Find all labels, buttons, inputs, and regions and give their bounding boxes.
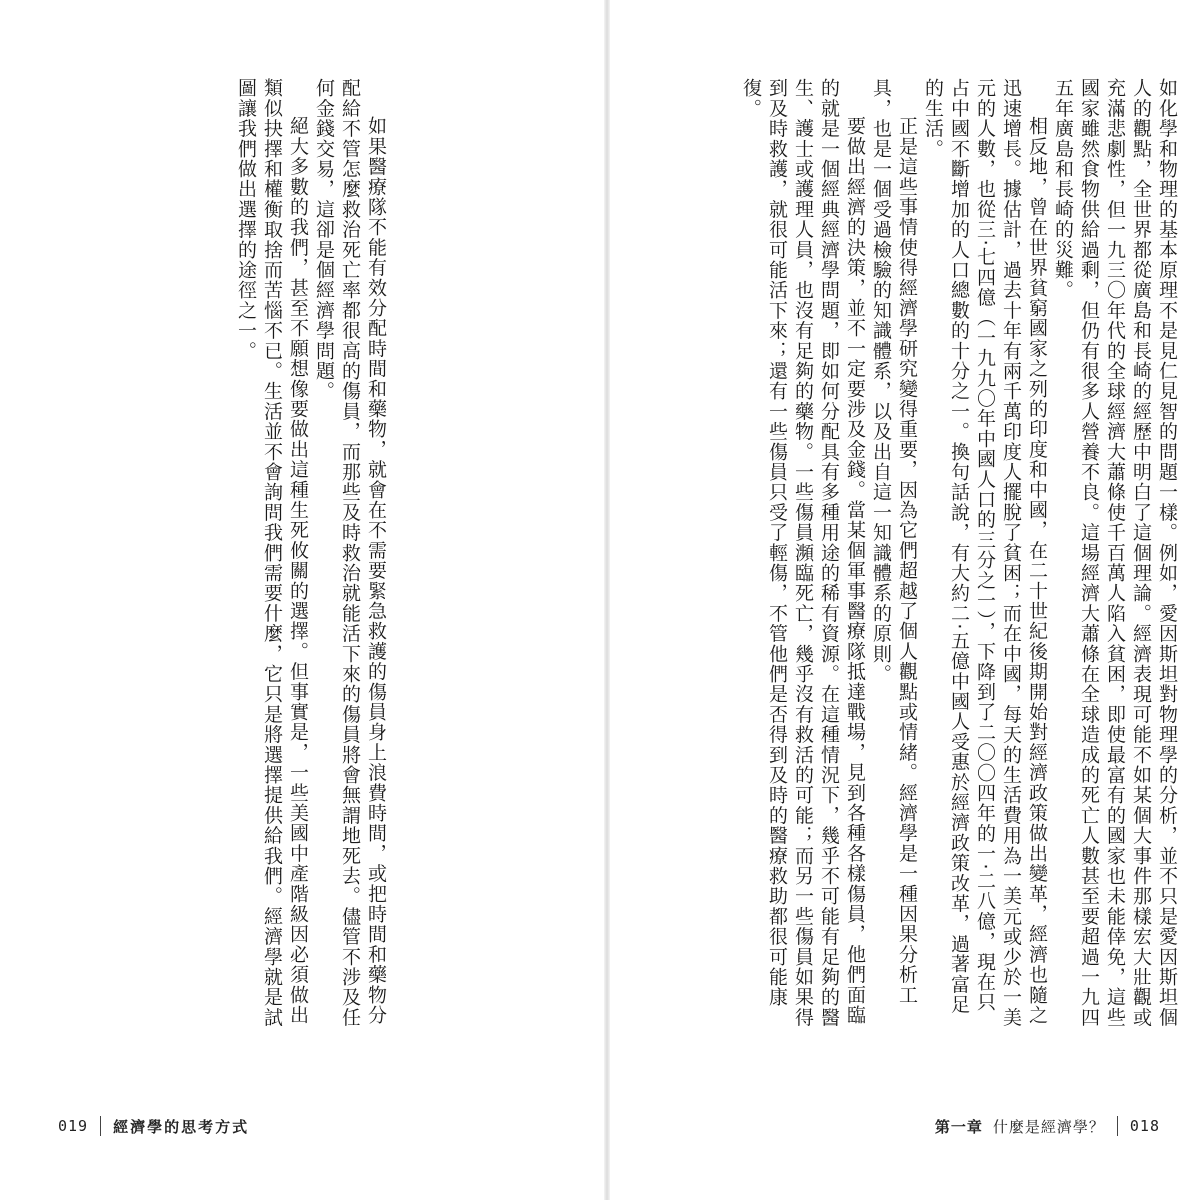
left-page-body (169, 78, 389, 1028)
chapter-title: 什麼是經濟學？ (992, 1117, 1105, 1136)
right-page (610, 0, 1200, 1200)
paragraph: 如果醫療隊不能有效分配時間和藥物，就會在不需要緊急救護的傷員身上浪費時間，或把時間和藥物分配給不管怎麼救治死亡率都很高的傷員，而那些及時救治就能活下來的傷員將會無謂地死去。儘管不涉及任何金錢交易，這卻是個經濟學問題。 (313, 78, 387, 1028)
footer-divider (1117, 1116, 1118, 1136)
book-title: 經濟學的思考方式 (113, 1117, 250, 1136)
footer-divider (100, 1116, 101, 1136)
paragraph: 正是這些事情使得經濟學研究變得重要，因為它們超越了個人觀點或情緒。經濟學是一種因果分析工具，也是一個受過檢驗的知識體系，以及出自這一知識體系的原則。 (870, 78, 918, 1005)
right-page-body (650, 78, 1180, 1028)
paragraph: 要做出經濟的決策，並不一定要涉及金錢。當某個軍事醫療隊抵達戰場，見到各種各樣傷員，他們面臨的就是一個經典經濟學問題，即如何分配具有多種用途的稀有資源。在這種情況下，幾乎不可能有足夠的醫生、護士或護理人員，也沒有足夠的藥物。一些傷員瀕臨死亡，幾乎沒有救活的可能；而另一些傷員如果得到及時救護，就很可能活下來；還有一些傷員只受了輕傷，不管他們是否得到及時的醫療救助都很可能康復。 (740, 78, 866, 1028)
left-page-footer (58, 1113, 249, 1139)
paragraph: 絕大多數的我們，甚至不願想像要做出這種生死攸關的選擇。但事實是，一些美國中產階級因必須做出類似抉擇和權衡取捨而苦惱不已。生活並不會詢問我們需要什麼，它只是將選擇提供給我們。經濟學就是試圖讓我們做出選擇的途徑之一。 (235, 78, 309, 1028)
paragraph: 如化學和物理的基本原理不是見仁見智的問題一樣。例如，愛因斯坦對物理學的分析，並不只是愛因斯坦個人的觀點，全世界都從廣島和長崎的經歷中明白了這個理論。經濟表現可能不如某個大事件那樣宏大壯觀或充滿悲劇性，但一九三〇年代的全球經濟大蕭條使千百萬人陷入貧困，即使最富有的國家也未能倖免，這些國家雖然食物供給過剩，但仍有很多人營養不良。這場經濟大蕭條在全球造成的死亡人數甚至要超過一九四五年廣島和長崎的災難。 (1052, 78, 1178, 1028)
right-page-footer (935, 1113, 1160, 1139)
page-number: 019 (58, 1117, 89, 1135)
page-number: 018 (1129, 1117, 1160, 1135)
chapter-label: 第一章 (934, 1117, 983, 1136)
paragraph: 相反地，曾在世界貧窮國家之列的印度和中國，在二十世紀後期開始對經濟政策做出變革，經濟也隨之迅速增長。據估計，過去十年有兩千萬印度人擺脫了貧困；而在中國，每天的生活費用為一美元或少於一美元的人數，也從三‧七四億（一九九〇年中國人口的三分之一），下降到了二〇〇四年的一‧二八億，現在只占中國不斷增加的人口總數的十分之一。換句話說，有大約二‧五億中國人受惠於經濟政策改革，過著富足的生活。 (922, 78, 1048, 1028)
